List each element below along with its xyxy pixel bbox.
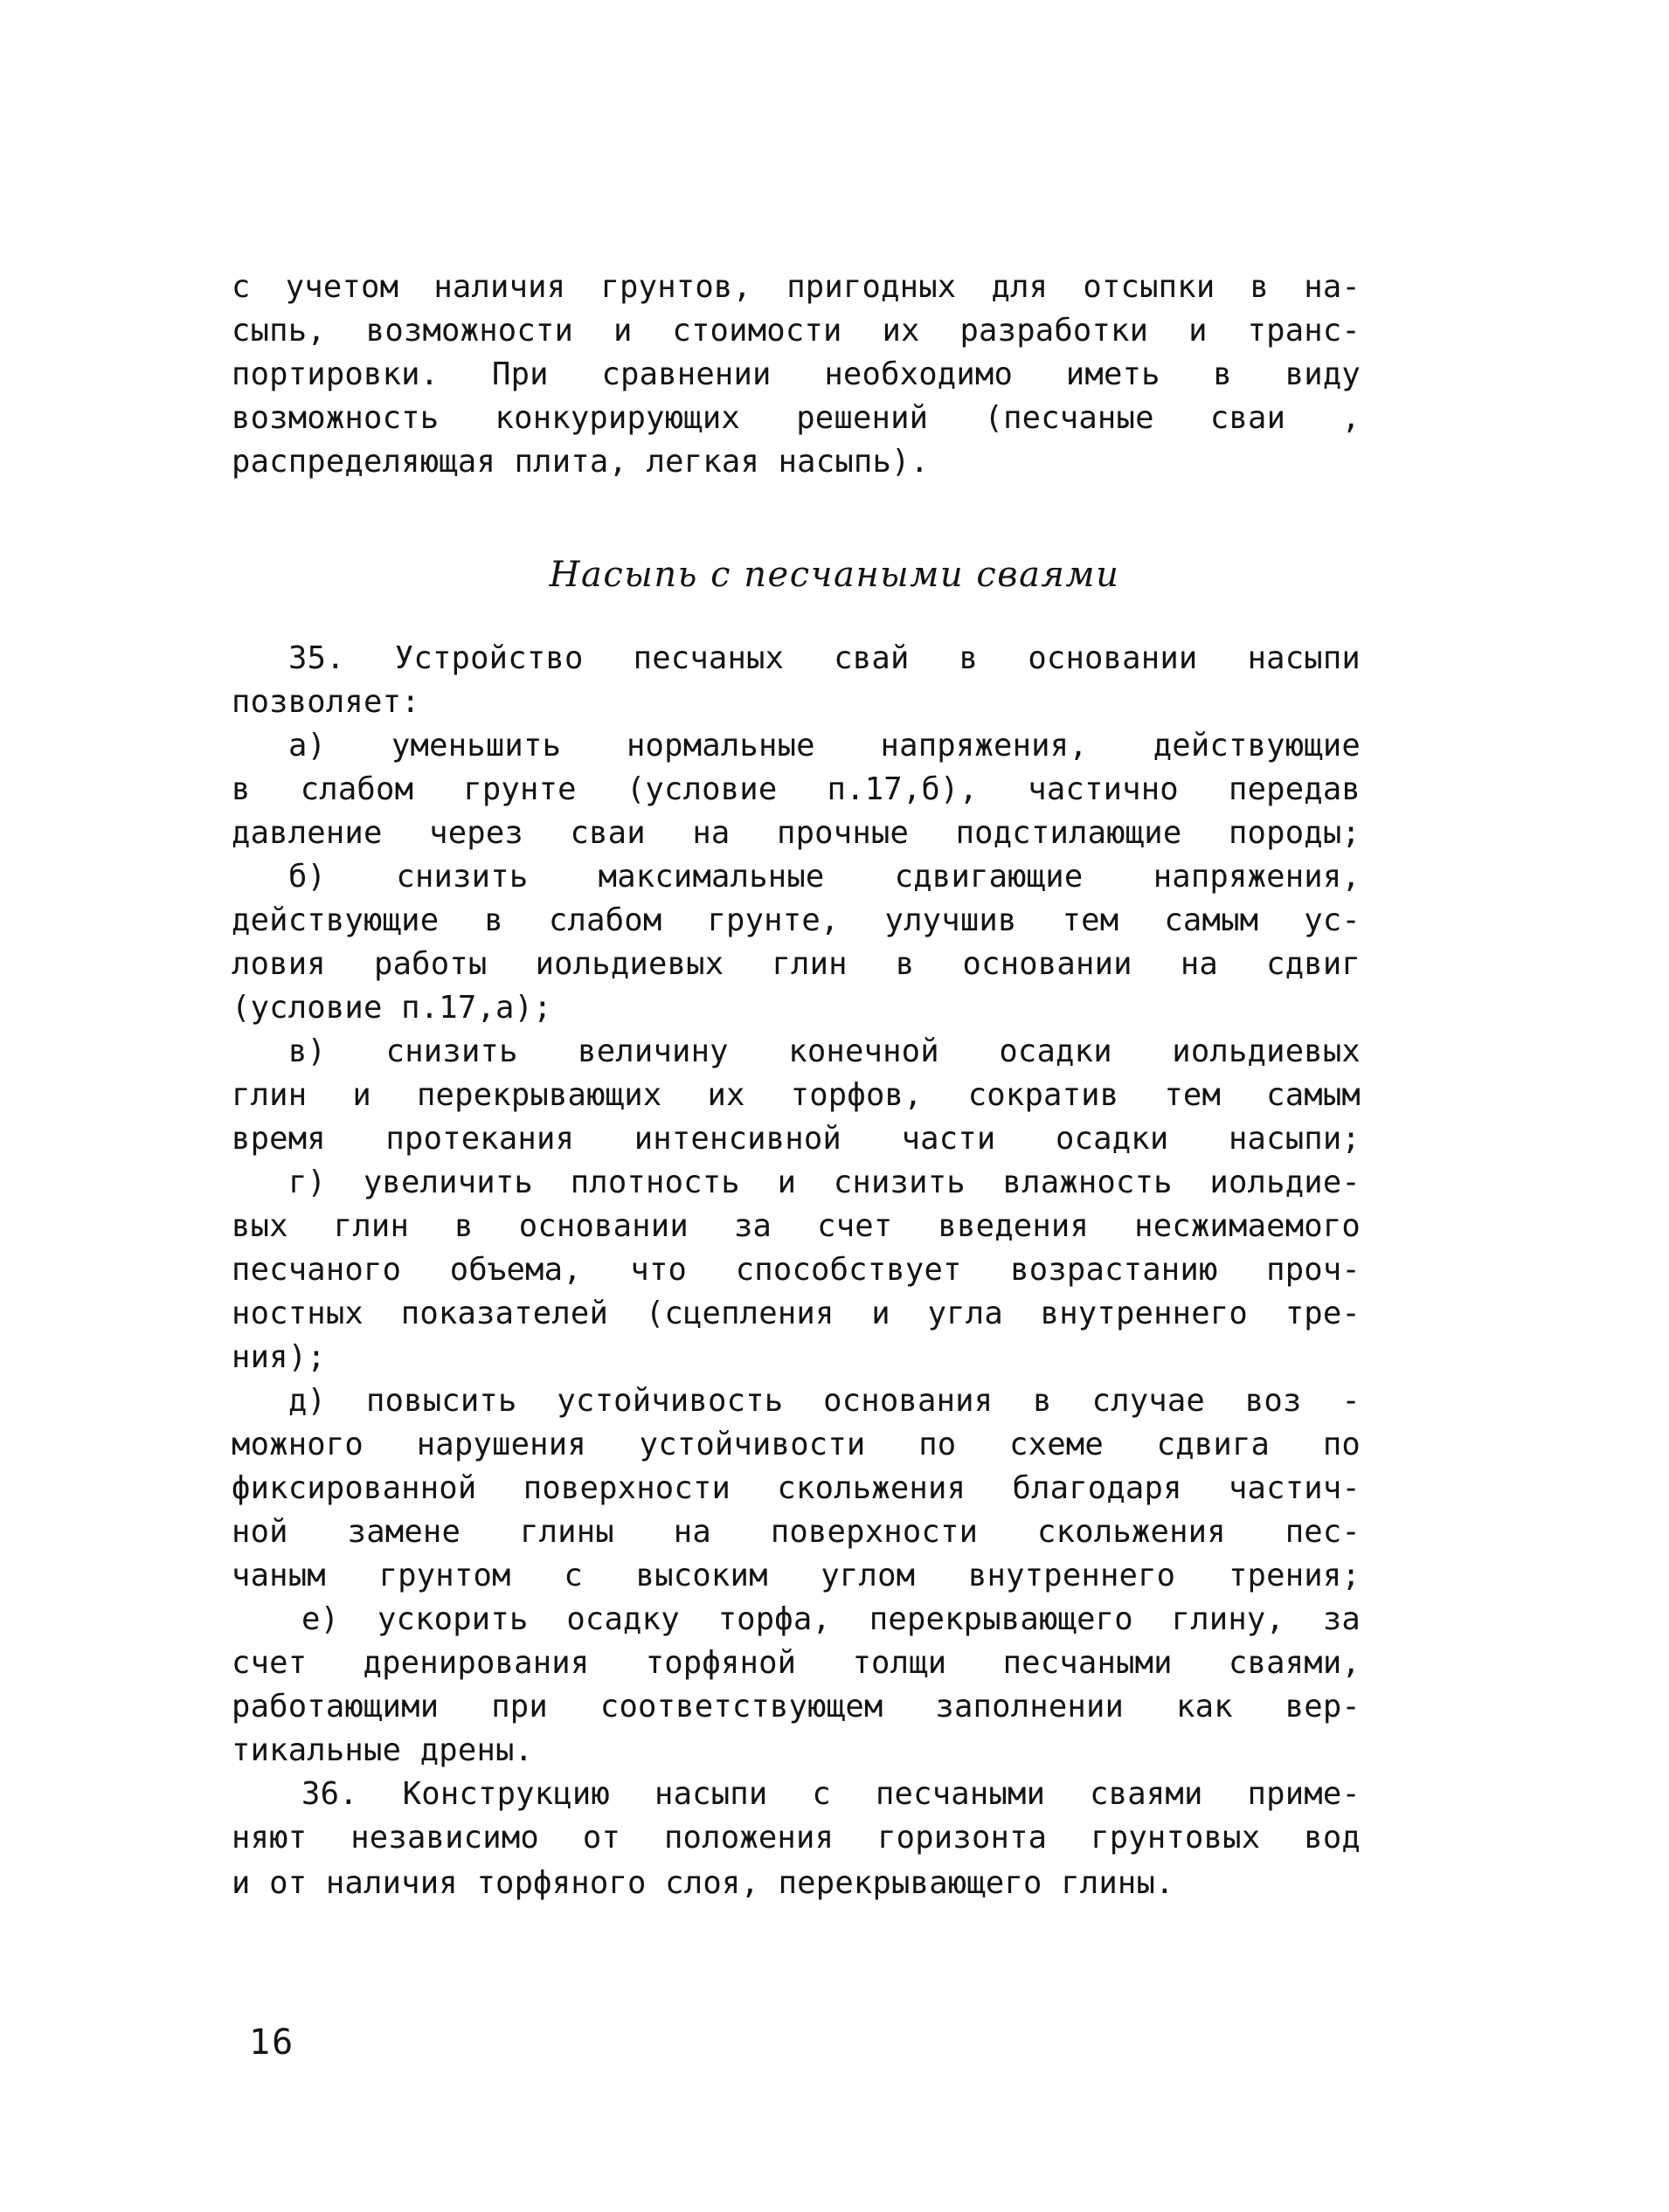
p35-line-18: д) повысить устойчивость основания в случае воз -	[288, 1383, 1361, 1419]
p35-line-4: в слабом грунте (условие п.17,б), частично передав	[232, 771, 1361, 807]
p35-line-14: вых глин в основании за счет введения несжимаемого	[232, 1208, 1361, 1244]
p35-line-16: ностных показателей (сцепления и угла внутреннего тре-	[232, 1296, 1361, 1331]
p36-line-2: няют независимо от положения горизонта грунтовых вод	[232, 1820, 1361, 1856]
p35-line-17: ния);	[232, 1339, 326, 1375]
intro-line-2: сыпь, возможности и стоимости их разработки и транс-	[232, 313, 1361, 349]
p35-line-22: чаным грунтом с высоким углом внутреннего трения;	[232, 1558, 1361, 1593]
p35-line-2: позволяет:	[232, 684, 420, 720]
p35-line-15: песчаного объема, что способствует возрастанию проч-	[232, 1252, 1361, 1288]
page-number: 16	[249, 2022, 295, 2063]
p35-line-23: е) ускорить осадку торфа, перекрывающего глину, за	[301, 1601, 1361, 1637]
p36-line-3: и от наличия торфяного слоя, перекрывающего глины.	[232, 1865, 1174, 1901]
p35-line-20: фиксированной поверхности скольжения благодаря частич-	[232, 1470, 1361, 1506]
p35-line-12: время протекания интенсивной части осадки насыпи;	[232, 1121, 1361, 1157]
p35-line-19: можного нарушения устойчивости по схеме сдвига по	[232, 1427, 1361, 1462]
section-heading: Насыпь с песчаными сваями	[549, 555, 1120, 595]
intro-line-4: возможность конкурирующих решений (песчаные сваи ,	[232, 400, 1361, 436]
intro-line-1: с учетом наличия грунтов, пригодных для отсыпки в на-	[232, 269, 1361, 305]
p35-line-1: 35. Устройство песчаных свай в основании насыпи	[288, 640, 1361, 676]
p35-line-21: ной замене глины на поверхности скольжения пес-	[232, 1514, 1361, 1550]
p35-line-24: счет дренирования торфяной толщи песчаными сваями,	[232, 1645, 1361, 1681]
p36-line-1: 36. Конструкцию насыпи с песчаными сваями приме-	[301, 1776, 1361, 1812]
intro-line-3: портировки. При сравнении необходимо иметь в виду	[232, 356, 1361, 392]
p35-line-11: глин и перекрывающих их торфов, сократив тем самым	[232, 1077, 1361, 1113]
p35-line-10: в) снизить величину конечной осадки иольдиевых	[288, 1033, 1361, 1069]
p35-line-6: б) снизить максимальные сдвигающие напряжения,	[288, 859, 1361, 895]
p35-line-25: работающими при соответствующем заполнении как вер-	[232, 1689, 1361, 1725]
p35-line-13: г) увеличить плотность и снизить влажность иольдие-	[288, 1165, 1361, 1200]
p35-line-3: а) уменьшить нормальные напряжения, действующие	[288, 728, 1361, 764]
intro-line-5: распределяющая плита, легкая насыпь).	[232, 444, 930, 480]
p35-line-5: давление через сваи на прочные подстилающие породы;	[232, 815, 1361, 851]
p35-line-7: действующие в слабом грунте, улучшив тем самым ус-	[232, 902, 1361, 938]
p35-line-9: (условие п.17,а);	[232, 990, 552, 1026]
p35-line-8: ловия работы иольдиевых глин в основании на сдвиг	[232, 946, 1361, 982]
p35-line-26: тикальные дрены.	[232, 1732, 534, 1768]
